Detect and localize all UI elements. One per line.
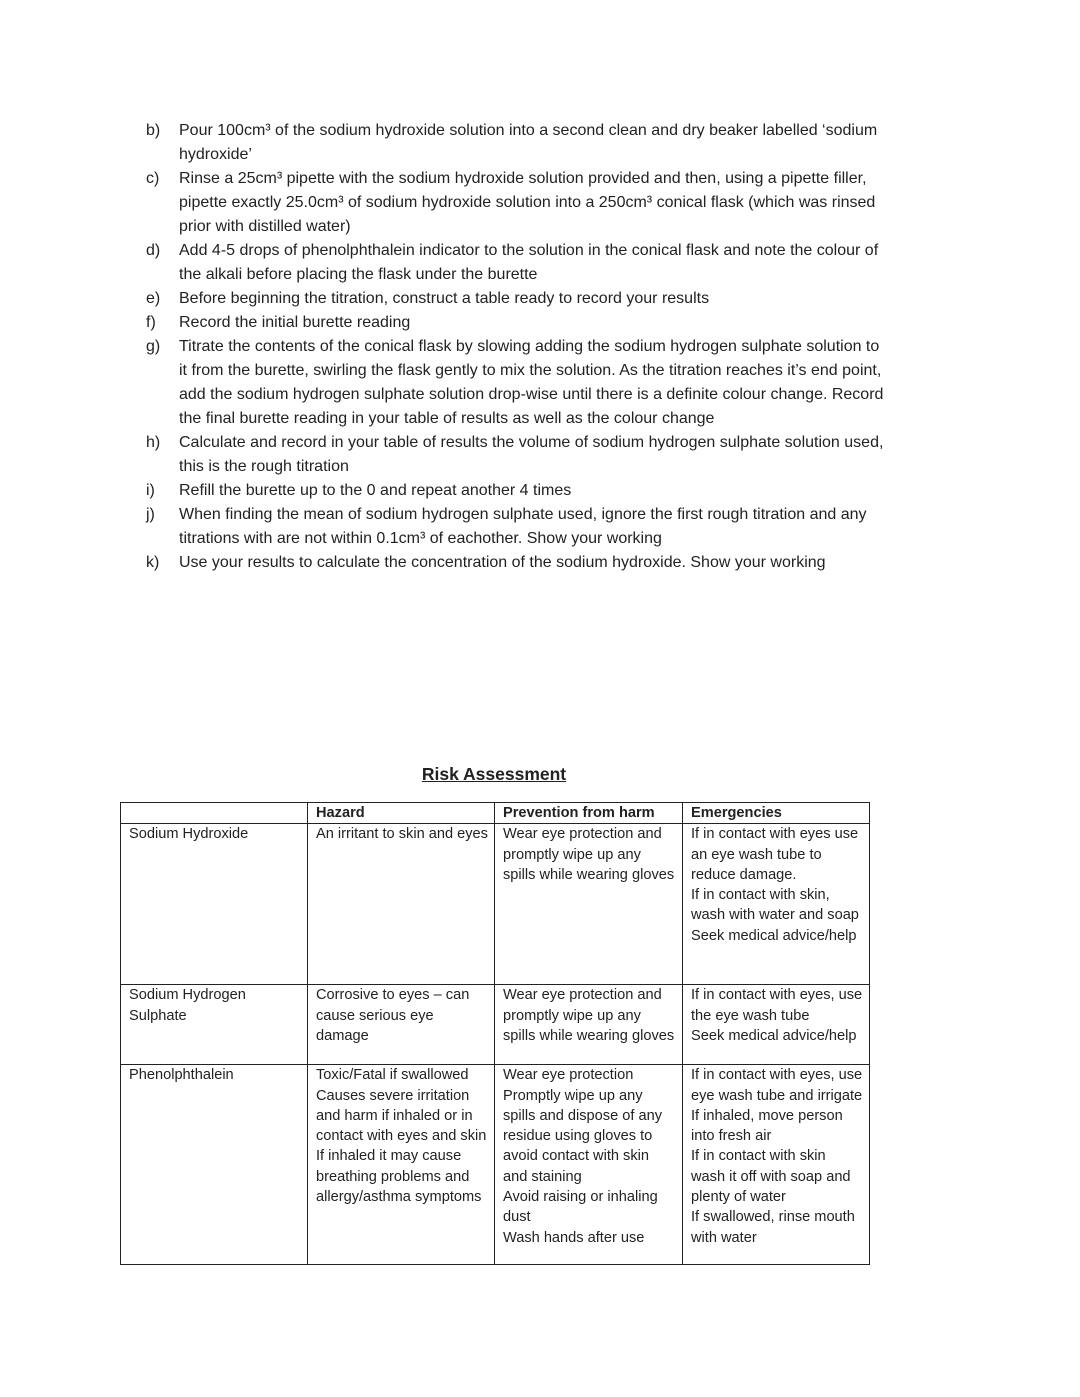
emergency-text: If in contact with skin wash it off with soap and plenty of water	[691, 1148, 851, 1206]
step-text: Use your results to calculate the concentration of the sodium hydroxide. Show your working	[179, 554, 826, 571]
step-text: Add 4-5 drops of phenolphthalein indicator to the solution in the conical flask and note the colour of the alkali before placing the flask under the burette	[179, 242, 879, 283]
step-b	[146, 119, 886, 167]
prevention-text: Wear eye protection	[503, 1067, 634, 1084]
hazard-cell	[308, 985, 495, 1065]
step-label: h)	[146, 434, 161, 451]
hazard-cell	[308, 824, 495, 985]
header-emergencies: Emergencies	[683, 803, 870, 824]
step-label: b)	[146, 122, 161, 139]
step-label: f)	[146, 314, 156, 331]
substance-cell: Sodium Hydroxide	[121, 824, 308, 985]
prevention-text: Avoid raising or inhaling dust	[503, 1189, 658, 1226]
step-f	[146, 311, 886, 335]
instruction-steps	[146, 119, 886, 575]
step-label: g)	[146, 338, 161, 355]
emergencies-cell	[683, 985, 870, 1065]
emergency-text: If swallowed, rinse mouth with water	[691, 1209, 855, 1246]
step-text: Before beginning the titration, construct a table ready to record your results	[179, 290, 710, 307]
step-i	[146, 479, 886, 503]
emergency-text: If in contact with skin, wash with water and soap	[691, 887, 859, 924]
hazard-cell	[308, 1065, 495, 1265]
step-label: e)	[146, 290, 161, 307]
step-text: Rinse a 25cm³ pipette with the sodium hydroxide solution provided and then, using a pipette filler, pipette exactly 25.0cm³ of sodium hydroxide solution into a 250cm³ conical flask (which was rinsed prior with distilled water)	[179, 170, 876, 235]
table-header-row	[121, 803, 870, 824]
header-hazard: Hazard	[308, 803, 495, 824]
step-label: k)	[146, 554, 160, 571]
substance-cell: Phenolphthalein	[121, 1065, 308, 1265]
step-label: i)	[146, 482, 155, 499]
prevention-cell	[495, 824, 683, 985]
prevention-cell	[495, 985, 683, 1065]
emergencies-cell	[683, 824, 870, 985]
header-substance	[121, 803, 308, 824]
emergency-text: Seek medical advice/help	[691, 1027, 857, 1044]
step-d	[146, 239, 886, 287]
risk-assessment-title: Risk Assessment	[421, 764, 567, 784]
table-row	[121, 824, 870, 985]
step-text: Pour 100cm³ of the sodium hydroxide solution into a second clean and dry beaker labelled ‘sodium hydroxide’	[179, 122, 878, 163]
emergencies-cell	[683, 1065, 870, 1265]
prevention-text: Wash hands after use	[503, 1229, 645, 1246]
step-text: Record the initial burette reading	[179, 314, 411, 331]
table-row	[121, 985, 870, 1065]
prevention-cell	[495, 1065, 683, 1265]
header-prevention: Prevention from harm	[495, 803, 683, 824]
hazard-text: Causes severe irritation and harm if inhaled or in contact with eyes and skin	[316, 1087, 487, 1145]
hazard-text: If inhaled it may cause breathing problems and allergy/asthma symptoms	[316, 1148, 482, 1206]
emergency-text: If in contact with eyes, use the eye wash tube	[691, 987, 863, 1024]
step-text: Titrate the contents of the conical flask by slowing adding the sodium hydrogen sulphate solution to it from the burette, swirling the flask gently to mix the solution. As the titration reaches it’s end point, add the sodium hydrogen sulphate solution drop-wise until there is a definite colour change. Record the final burette reading in your table of results as well as the colour change	[179, 338, 884, 427]
step-label: j)	[146, 506, 155, 523]
table-row	[121, 1065, 870, 1265]
step-text: Refill the burette up to the 0 and repeat another 4 times	[179, 482, 572, 499]
step-g	[146, 335, 886, 431]
risk-assessment-table	[120, 802, 870, 1265]
prevention-text: Wear eye protection and promptly wipe up any spills while wearing gloves	[503, 826, 675, 883]
step-j	[146, 503, 886, 551]
step-k	[146, 551, 886, 575]
prevention-text: Promptly wipe up any spills and dispose of any residue using gloves to avoid contact with skin and staining	[503, 1087, 663, 1185]
emergency-text: If in contact with eyes, use eye wash tube and irrigate	[691, 1067, 863, 1104]
prevention-text: Wear eye protection and promptly wipe up any spills while wearing gloves	[503, 987, 675, 1044]
emergency-text: If in contact with eyes use an eye wash tube to reduce damage.	[691, 826, 859, 883]
step-c	[146, 167, 886, 239]
hazard-text: Toxic/Fatal if swallowed	[316, 1067, 469, 1084]
hazard-text: An irritant to skin and eyes	[316, 826, 488, 843]
step-text: When finding the mean of sodium hydrogen sulphate used, ignore the first rough titration and any titrations with are not within 0.1cm³ of eachother. Show your working	[179, 506, 867, 547]
emergency-text: If inhaled, move person into fresh air	[691, 1107, 843, 1145]
step-h	[146, 431, 886, 479]
hazard-text: Corrosive to eyes – can cause serious eye damage	[316, 987, 470, 1044]
step-label: c)	[146, 170, 160, 187]
emergency-text: Seek medical advice/help	[691, 927, 857, 944]
step-label: d)	[146, 242, 161, 259]
step-text: Calculate and record in your table of results the volume of sodium hydrogen sulphate solution used, this is the rough titration	[179, 434, 884, 475]
substance-cell: Sodium Hydrogen Sulphate	[121, 985, 308, 1065]
step-e	[146, 287, 886, 311]
